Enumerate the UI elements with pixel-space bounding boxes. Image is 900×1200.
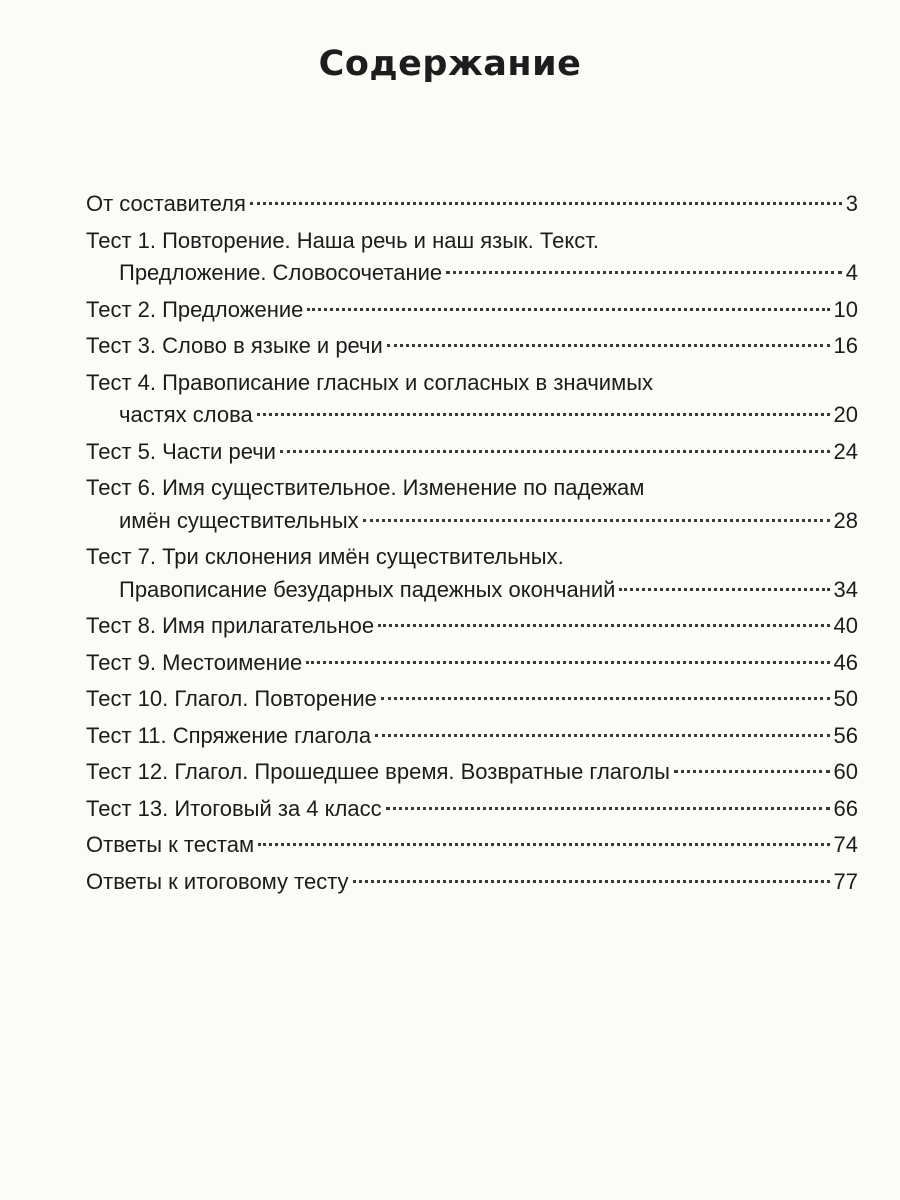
toc-entry-text: имён существительных — [119, 507, 359, 533]
toc-entry — [86, 756, 858, 789]
toc-entry-text: Ответы к тестам — [86, 832, 255, 857]
toc-page-number: 60 — [833, 759, 858, 784]
dot-leader — [250, 202, 842, 205]
toc-entry-text: Тест 3. Слово в языке и речи — [86, 333, 383, 358]
toc-page-number: 66 — [833, 795, 858, 821]
toc-entry-text: Тест 9. Местоимение — [86, 649, 303, 675]
toc-page-number: 24 — [833, 438, 858, 464]
toc-entry-line — [86, 294, 858, 327]
toc-entry — [86, 225, 858, 290]
toc-entry-line — [86, 574, 858, 607]
toc-entry-line — [86, 472, 858, 505]
toc-entry — [86, 294, 858, 327]
toc-entry — [86, 541, 858, 606]
toc-entry — [86, 610, 858, 643]
toc-entry-line — [86, 541, 858, 574]
toc-entry — [86, 866, 858, 899]
toc-entry-line — [86, 188, 858, 221]
toc-entry-line — [86, 866, 858, 899]
toc-entry — [86, 720, 858, 753]
toc-entry-line — [86, 367, 858, 400]
dot-leader — [378, 624, 829, 627]
toc-entry — [86, 367, 858, 432]
dot-leader — [674, 770, 830, 773]
dot-leader — [363, 519, 830, 522]
toc-entry-text: Тест 6. Имя существительное. Изменение по падежам — [86, 475, 645, 500]
toc-entry — [86, 647, 858, 680]
toc-page-number: 10 — [833, 296, 858, 322]
toc-page-number: 50 — [833, 686, 858, 711]
toc-entry — [86, 188, 858, 221]
toc-entry-text: Тест 4. Правописание гласных и согласных в значимых — [86, 369, 654, 395]
toc-page-number: 77 — [833, 868, 858, 894]
toc-entry-line — [86, 257, 858, 290]
toc-entry — [86, 436, 858, 469]
toc-page-number: 20 — [833, 402, 858, 427]
toc-entry-line — [86, 399, 858, 432]
toc-entry-text: Тест 13. Итоговый за 4 класс — [86, 795, 382, 821]
dot-leader — [306, 661, 829, 664]
toc-page-number: 40 — [833, 613, 858, 638]
toc-entry-text: Тест 2. Предложение — [86, 296, 304, 322]
toc-entry-line — [86, 225, 858, 258]
toc-entry-line — [86, 610, 858, 643]
toc-entry-text: Тест 10. Глагол. Повторение — [86, 686, 377, 711]
toc-entry-line — [86, 647, 858, 680]
toc-entry-text: Тест 1. Повторение. Наша речь и наш язык. Текст. — [86, 227, 599, 253]
toc-page-number: 56 — [833, 722, 858, 748]
dot-leader — [280, 450, 830, 453]
toc-page-number: 28 — [833, 507, 858, 533]
toc-page-number: 16 — [833, 333, 858, 358]
dot-leader — [446, 271, 842, 274]
toc-entry-text: Тест 11. Спряжение глагола — [86, 722, 372, 748]
page-title: Содержание — [318, 44, 582, 84]
dot-leader — [381, 697, 830, 700]
toc-entry — [86, 829, 858, 862]
dot-leader — [619, 588, 829, 591]
toc-entry — [86, 683, 858, 716]
toc-entry-text: Тест 7. Три склонения имён существительных. — [86, 544, 564, 569]
table-of-contents — [86, 188, 858, 902]
toc-entry-line — [86, 756, 858, 789]
toc-entry-text: Тест 12. Глагол. Прошедшее время. Возвратные глаголы — [86, 759, 670, 784]
toc-entry-line — [86, 720, 858, 753]
toc-page-number: 74 — [833, 832, 858, 857]
toc-entry-text: От составителя — [86, 191, 246, 216]
dot-leader — [307, 308, 829, 311]
toc-entry-line — [86, 683, 858, 716]
toc-entry — [86, 793, 858, 826]
toc-page-number: 3 — [845, 191, 858, 216]
toc-entry-text: Тест 5. Части речи — [86, 438, 276, 464]
toc-entry-line — [86, 505, 858, 538]
toc-entry-line — [86, 436, 858, 469]
toc-entry-line — [86, 793, 858, 826]
dot-leader — [386, 807, 830, 810]
toc-entry — [86, 472, 858, 537]
toc-entry-line — [86, 330, 858, 363]
toc-entry-text: Ответы к итоговому тесту — [86, 868, 349, 894]
dot-leader — [387, 344, 830, 347]
toc-entry-text: Предложение. Словосочетание — [119, 260, 443, 285]
toc-entry-line — [86, 829, 858, 862]
toc-page-number: 46 — [833, 649, 858, 675]
dot-leader — [258, 843, 829, 846]
dot-leader — [375, 734, 829, 737]
toc-page-number: 34 — [833, 576, 858, 602]
toc-page-number: 4 — [845, 260, 858, 285]
toc-entry — [86, 330, 858, 363]
dot-leader — [353, 880, 830, 883]
toc-entry-text: Тест 8. Имя прилагательное — [86, 613, 375, 638]
dot-leader — [257, 413, 830, 416]
toc-entry-text: частях слова — [119, 402, 253, 427]
toc-entry-text: Правописание безударных падежных окончаний — [119, 576, 616, 602]
